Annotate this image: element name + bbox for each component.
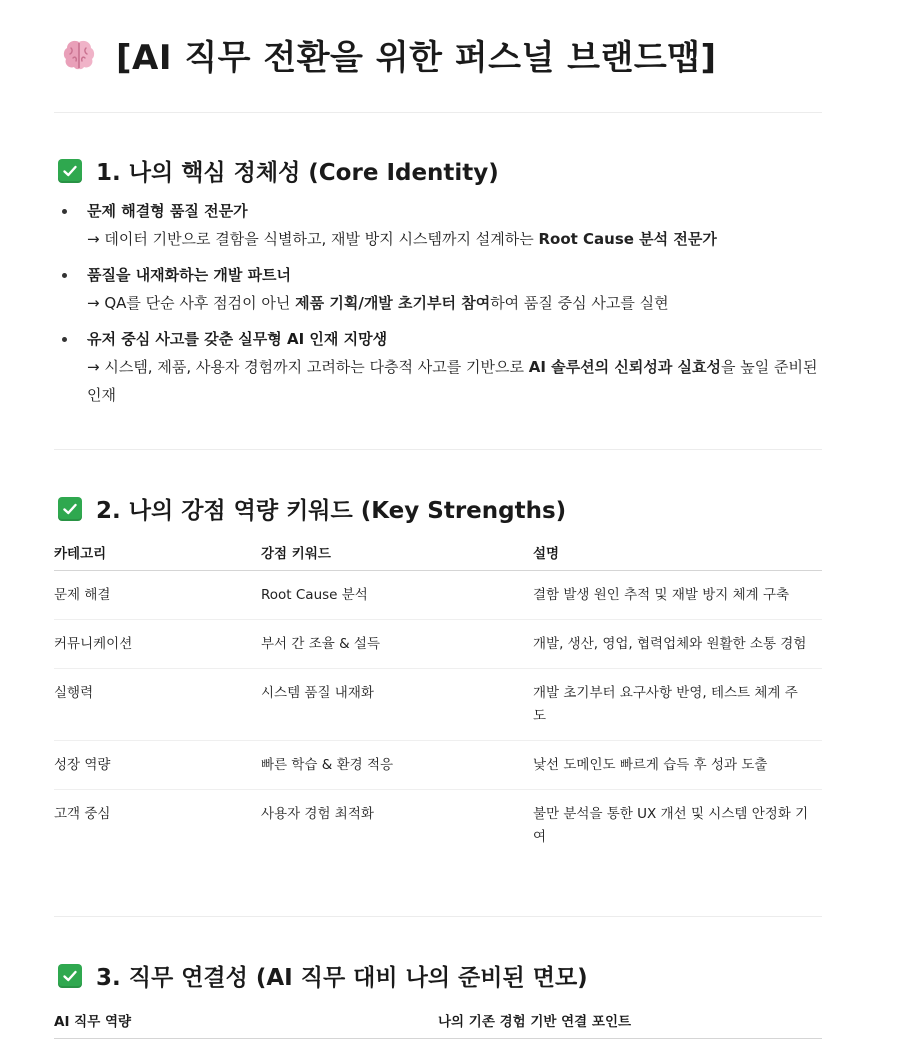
section-heading-job-connection xyxy=(58,959,588,992)
column-header: 강점 키워드 xyxy=(261,542,533,571)
description-text: 을 높일 준비된 인재 xyxy=(87,358,818,404)
description-text: → 데이터 기반으로 결함을 식별하고, 재발 방지 시스템까지 설계하는 xyxy=(87,230,539,248)
table-cell: 시스템 품질 내재화 xyxy=(261,669,533,741)
table-row xyxy=(54,741,822,790)
table-row xyxy=(54,571,822,620)
table-cell: 부서 간 조율 & 설득 xyxy=(261,620,533,669)
table-cell: 실행력 xyxy=(54,669,261,741)
column-header: 카테고리 xyxy=(54,542,261,571)
list-item-title: 품질을 내재화하는 개발 파트너 xyxy=(87,266,292,284)
section-heading-text: 1. 나의 핵심 정체성 (Core Identity) xyxy=(96,160,499,186)
check-mark-button-icon xyxy=(58,159,82,183)
divider xyxy=(54,916,822,917)
table-cell: 고객 중심 xyxy=(54,806,111,822)
check-mark-button-icon xyxy=(58,964,82,988)
brain-icon xyxy=(60,36,98,74)
column-header: AI 직무 역량 xyxy=(54,1010,438,1039)
table-header-row xyxy=(54,542,822,571)
description-emphasis: 제품 기획/개발 초기부터 참여 xyxy=(295,294,491,312)
list-item xyxy=(54,197,822,253)
column-header: 설명 xyxy=(533,542,822,571)
column-header: 나의 기존 경험 기반 연결 포인트 xyxy=(438,1010,822,1039)
section-heading-key-strengths xyxy=(58,492,566,525)
divider xyxy=(54,112,822,113)
key-strengths-table xyxy=(54,542,822,861)
table-row xyxy=(54,790,822,862)
divider xyxy=(54,449,822,450)
page-title-text: [AI 직무 전환을 위한 퍼스널 브랜드맵] xyxy=(116,38,717,78)
table-cell: 커뮤니케이션 xyxy=(54,620,261,669)
table-header-row xyxy=(54,1010,822,1039)
table-cell: 개발 초기부터 요구사항 반영, 테스트 체계 주도 xyxy=(533,669,822,741)
description-text: 하여 품질 중심 사고를 실현 xyxy=(490,294,669,312)
check-mark-button-icon xyxy=(58,497,82,521)
list-item-description xyxy=(87,225,822,253)
list-item xyxy=(54,261,822,317)
table-cell: 불만 분석을 통한 UX 개선 및 시스템 안정화 기여 xyxy=(533,806,809,845)
list-item-description xyxy=(87,289,822,317)
table-cell: 문제 해결 xyxy=(54,571,261,620)
table-row xyxy=(54,620,822,669)
description-text: → 시스템, 제품, 사용자 경험까지 고려하는 다층적 사고를 기반으로 xyxy=(87,358,529,376)
table-cell: Root Cause 분석 xyxy=(261,571,533,620)
list-item-description xyxy=(87,353,822,409)
section-heading-text: 3. 직무 연결성 (AI 직무 대비 나의 준비된 면모) xyxy=(96,965,588,991)
list-item xyxy=(54,325,822,409)
section-heading-text: 2. 나의 강점 역량 키워드 (Key Strengths) xyxy=(96,498,567,524)
page-title xyxy=(60,30,717,79)
table-row xyxy=(54,669,822,741)
section-heading-core-identity xyxy=(58,154,499,187)
table-cell: 성장 역량 xyxy=(54,741,261,790)
description-emphasis: AI 솔루션의 신뢰성과 실효성 xyxy=(528,358,722,376)
job-connection-table xyxy=(54,1010,822,1039)
table-cell: 빠른 학습 & 환경 적응 xyxy=(261,741,533,790)
list-item-title: 문제 해결형 품질 전문가 xyxy=(87,202,248,220)
core-identity-list xyxy=(54,197,822,417)
table-cell: 사용자 경험 최적화 xyxy=(261,806,374,822)
list-item-title: 유저 중심 사고를 갖춘 실무형 AI 인재 지망생 xyxy=(87,330,388,348)
table-cell: 개발, 생산, 영업, 협력업체와 원활한 소통 경험 xyxy=(533,620,822,669)
table-cell: 낯선 도메인도 빠르게 습득 후 성과 도출 xyxy=(533,741,822,790)
table-cell: 결함 발생 원인 추적 및 재발 방지 체계 구축 xyxy=(533,571,822,620)
description-text: → QA를 단순 사후 점검이 아닌 xyxy=(87,294,296,312)
description-emphasis: Root Cause 분석 전문가 xyxy=(538,230,717,248)
